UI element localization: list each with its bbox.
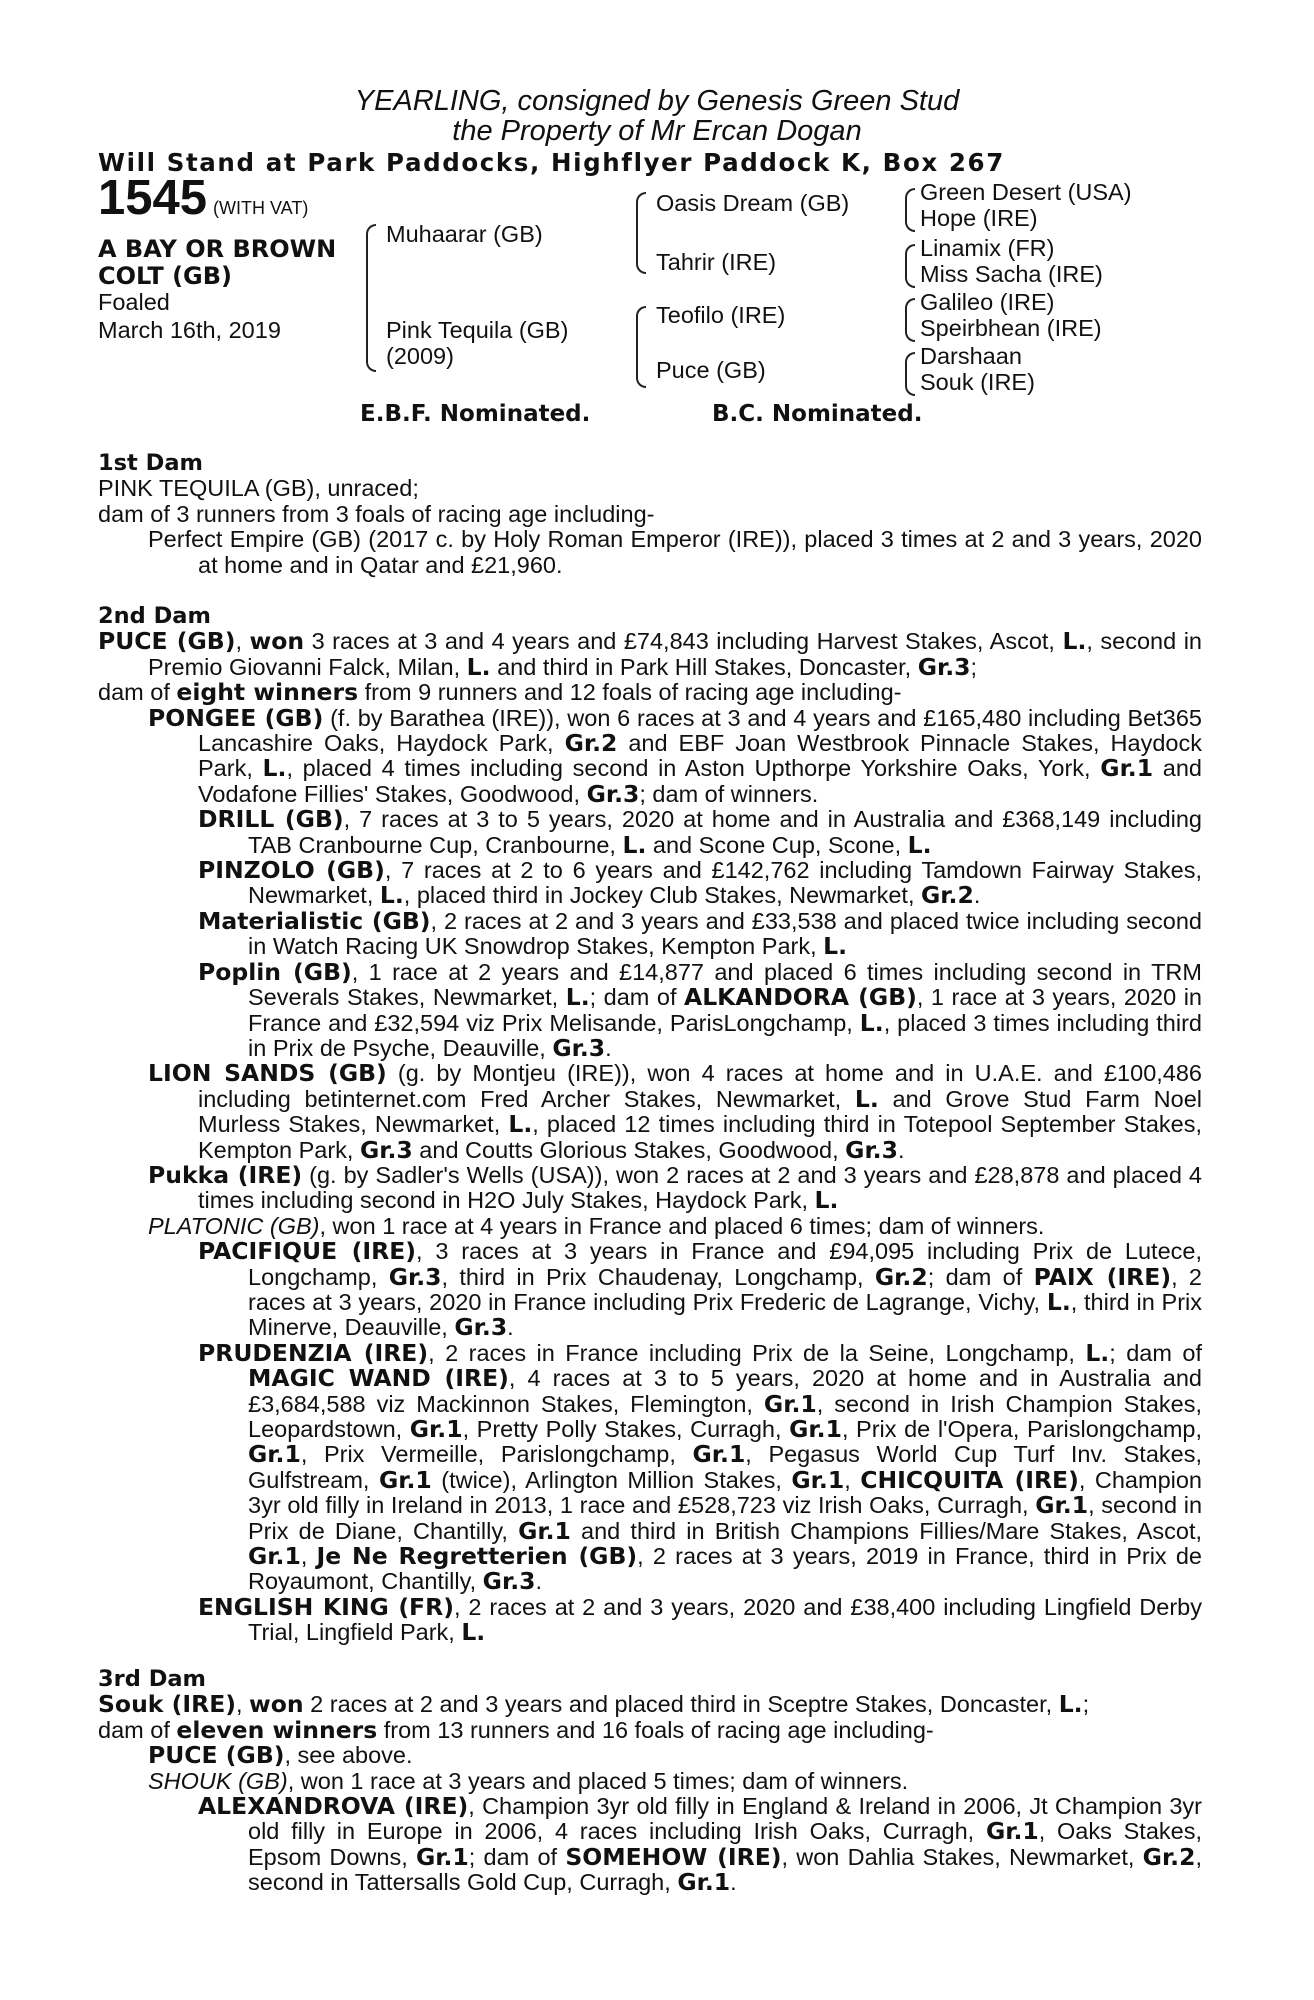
produce-entry: ALEXANDROVA (IRE), Champion 3yr old filly in England & Ireland in 2006, Jt Champion 3yr old filly in Europe in 2006, 4 races including Irish Oaks, Curragh, Gr.1, Oaks Stakes, Epsom Downs, Gr.1; dam of SOMEHOW (IRE), won Dahlia Stakes, Newmarket, Gr.2, second in Tattersalls Gold Cup, Curragh, Gr.1. xyxy=(198,1792,1202,1897)
third-dam-record: dam of eleven winners from 13 runners and 16 foals of racing age including- xyxy=(98,1715,934,1744)
pedigree-bracket-dd xyxy=(905,352,915,396)
first-dam-section xyxy=(98,451,1202,578)
produce-entry: PONGEE (GB) (f. by Barathea (IRE)), won 6 races at 3 and 4 years and £165,480 including Bet365 Lancashire Oaks, Haydock Park, Gr.2 and EBF Joan Westbrook Pinnacle Stakes, Haydock Park, L., placed 4 times including second in Aston Upthorpe Yorkshire Oaks, York, Gr.1 and Vodafone Fillies' Stakes, Goodwood, Gr.3; dam of winners. xyxy=(148,703,1202,808)
pedigree-dd-dam: Souk (IRE) xyxy=(920,369,1035,395)
pedigree-dam-sire: Teofilo (IRE) xyxy=(656,302,786,328)
property-line: the Property of Mr Ercan Dogan xyxy=(452,115,862,147)
produce-entry: DRILL (GB), 7 races at 3 to 5 years, 2020 at home and in Australia and £368,149 including TAB Cranbourne Cup, Cranbourne, L. and Scone Cup, Scone, L. xyxy=(198,805,1202,859)
consignment-line: YEARLING, consigned by Genesis Green Stud xyxy=(354,85,960,117)
pedigree-bracket-sd xyxy=(905,244,915,288)
vat-note: (WITH VAT) xyxy=(213,198,309,218)
second-dam-record: dam of eight winners from 9 runners and 12 foals of racing age including- xyxy=(98,678,902,707)
third-dam-heading: 3rd Dam xyxy=(98,1666,206,1692)
produce-entry: PINZOLO (GB), 7 races at 2 to 6 years and £142,762 including Tamdown Fairway Stakes, Newmarket, L., placed third in Jockey Club Stakes, Newmarket, Gr.2. xyxy=(198,856,1202,910)
pedigree-bracket-sire xyxy=(636,192,646,274)
produce-entry: Pukka (IRE) (g. by Sadler's Wells (USA)), won 2 races at 2 and 3 years and £28,878 and placed 4 times including second in H2O July Stakes, Haydock Park, L. xyxy=(148,1160,1203,1215)
second-dam-entry: PUCE (GB), won 3 races at 3 and 4 years and £74,843 including Harvest Stakes, Ascot, L., second in Premio Giovanni Falck, Milan, L. and third in Park Hill Stakes, Doncaster, Gr.3; xyxy=(98,627,1202,681)
lot-number-value: 1545 xyxy=(98,171,208,225)
first-dam-record: dam of 3 runners from 3 foals of racing age including- xyxy=(98,500,655,527)
stand-location: Will Stand at Park Paddocks, Highflyer Paddock K, Box 267 xyxy=(98,148,1005,177)
pedigree-sire-sire: Oasis Dream (GB) xyxy=(656,190,850,216)
lot-sex: COLT (GB) xyxy=(98,262,232,290)
pedigree-dam: Pink Tequila (GB) xyxy=(386,317,569,343)
produce-entry: Perfect Empire (GB) (2017 c. by Holy Roman Emperor (IRE)), placed 3 times at 2 and 3 years, 2020 at home and in Qatar and £21,960. xyxy=(148,526,1202,578)
produce-entry: Poplin (GB), 1 race at 2 years and £14,877 and placed 6 times including second in TRM Severals Stakes, Newmarket, L.; dam of ALKANDORA (GB), 1 race at 3 years, 2020 in France and £32,594 viz Prix Melisande, ParisLongchamp, L., placed 3 times including third in Prix de Psyche, Deauville, Gr.3. xyxy=(198,957,1203,1062)
produce-entry: ENGLISH KING (FR), 2 races at 2 and 3 years, 2020 and £38,400 including Lingfield Derby Trial, Lingfield Park, L. xyxy=(198,1592,1202,1647)
bc-nominated: B.C. Nominated. xyxy=(712,401,923,427)
pedigree-bracket-ds xyxy=(905,298,915,342)
pedigree-bracket-dam xyxy=(636,306,646,388)
third-dam-section xyxy=(98,1667,1202,1896)
lot-description: A BAY OR BROWN xyxy=(98,235,337,263)
produce-entry: PLATONIC (GB), won 1 race at 4 years in France and placed 6 times; dam of winners. xyxy=(148,1212,1045,1239)
pedigree-sire-dam: Tahrir (IRE) xyxy=(656,249,777,275)
produce-entry: SHOUK (GB), won 1 race at 3 years and placed 5 times; dam of winners. xyxy=(148,1767,909,1794)
pedigree-sire: Muhaarar (GB) xyxy=(386,221,543,247)
second-dam-section xyxy=(98,604,1202,1646)
pedigree-dam-dam: Puce (GB) xyxy=(656,357,766,383)
produce-entry: PUCE (GB), see above. xyxy=(148,1741,413,1770)
pedigree-dam-year: (2009) xyxy=(386,343,454,369)
produce-entry: PACIFIQUE (IRE), 3 races at 3 years in France and £94,095 including Prix de Lutece, Longchamp, Gr.3, third in Prix Chaudenay, Longchamp, Gr.2; dam of PAIX (IRE), 2 races at 3 years, 2020 in France including Prix Frederic de Lagrange, Vichy, L., third in Prix Minerve, Deauville, Gr.3. xyxy=(198,1237,1203,1342)
pedigree-ds-dam: Speirbhean (IRE) xyxy=(920,315,1102,341)
foaled-label: Foaled xyxy=(98,289,170,315)
pedigree-ss-dam: Hope (IRE) xyxy=(920,205,1038,231)
produce-entry: PRUDENZIA (IRE), 2 races in France including Prix de la Seine, Longchamp, L.; dam of MAGIC WAND (IRE), 4 races at 3 to 5 years, 2020 at home and in Australia and £3,684,588 viz Mackinnon Stakes, Flemington, Gr.1, second in Irish Champion Stakes, Leopardstown, Gr.1, Pretty Polly Stakes, Curragh, Gr.1, Prix de l'Opera, Parislongchamp, Gr.1, Prix Vermeille, Parislongchamp, Gr.1, Pegasus World Cup Turf Inv. Stakes, Gulfstream, Gr.1 (twice), Arlington Million Stakes, Gr.1, CHICQUITA (IRE), Champion 3yr old filly in Ireland in 2013, 1 race and £528,723 viz Irish Oaks, Curragh, Gr.1, second in Prix de Diane, Chantilly, Gr.1 and third in British Champions Fillies/Mare Stakes, Ascot, Gr.1, Je Ne Regretterien (GB), 2 races at 3 years, 2019 in France, third in Prix de Royaumont, Chantilly, Gr.3. xyxy=(198,1338,1203,1596)
second-dam-heading: 2nd Dam xyxy=(98,603,211,629)
pedigree-dd-sire: Darshaan xyxy=(920,343,1022,369)
produce-entry: Materialistic (GB), 2 races at 2 and 3 years and £33,538 and placed twice including second in Watch Racing UK Snowdrop Stakes, Kempton Park, L. xyxy=(198,906,1202,961)
ebf-nominated: E.B.F. Nominated. xyxy=(360,401,591,427)
foaled-date: March 16th, 2019 xyxy=(98,317,281,343)
pedigree-ds-sire: Galileo (IRE) xyxy=(920,289,1055,315)
first-dam-heading: 1st Dam xyxy=(98,450,203,476)
lot-number xyxy=(98,171,309,225)
pedigree-bracket-ss xyxy=(905,188,915,232)
third-dam-entry: Souk (IRE), won 2 races at 2 and 3 years and placed third in Sceptre Stakes, Doncaster, L.; xyxy=(98,1690,1090,1719)
produce-entry: LION SANDS (GB) (g. by Montjeu (IRE)), won 4 races at home and in U.A.E. and £100,486 including betinternet.com Fred Archer Stakes, Newmarket, L. and Grove Stud Farm Noel Murless Stakes, Newmarket, L., placed 12 times including third in Totepool September Stakes, Kempton Park, Gr.3 and Coutts Glorious Stakes, Goodwood, Gr.3. xyxy=(148,1059,1202,1164)
pedigree-ss-sire: Green Desert (USA) xyxy=(920,179,1132,205)
pedigree-sd-dam: Miss Sacha (IRE) xyxy=(920,261,1103,287)
first-dam-name: PINK TEQUILA (GB), unraced; xyxy=(98,475,419,502)
pedigree-sd-sire: Linamix (FR) xyxy=(920,235,1055,261)
pedigree-bracket-gen1 xyxy=(366,224,376,372)
